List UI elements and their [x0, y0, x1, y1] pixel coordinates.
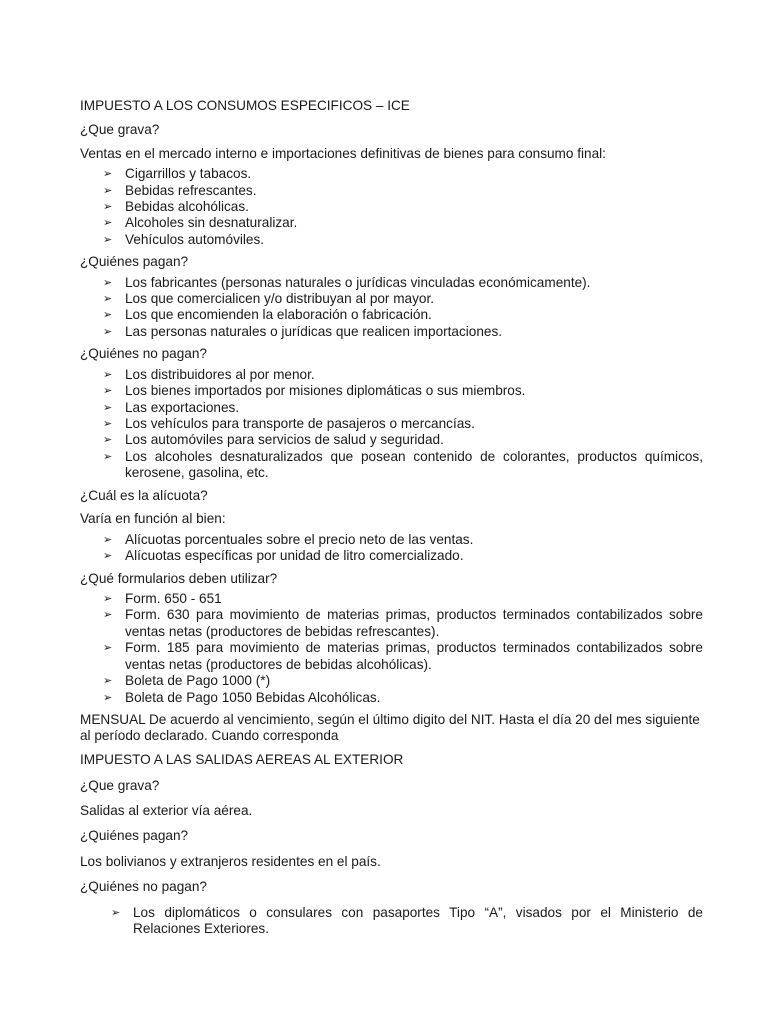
- list-item: ➢ Vehículos automóviles.: [125, 232, 703, 248]
- grava-list: [80, 166, 703, 248]
- list-item: ➢ Los bienes importados por misiones diplomáticas o sus miembros.: [125, 383, 703, 399]
- list-item: ➢ Form. 650 - 651: [125, 591, 703, 607]
- pagan-text: Los bolivianos y extranjeros residentes en el país.: [80, 853, 381, 869]
- list-item: ➢ Alícuotas específicas por unidad de litro comercializado.: [125, 548, 703, 564]
- list-item: ➢ Form. 630 para movimiento de materias primas, productos terminados contabilizados sobre ventas netas (productores de bebidas refrescantes).: [125, 607, 703, 640]
- question-quienes-no-pagan: ¿Quiénes no pagan?: [80, 879, 207, 895]
- list-item: ➢ Las personas naturales o jurídicas que realicen importaciones.: [125, 324, 703, 340]
- question-quienes-no-pagan: ¿Quiénes no pagan?: [80, 346, 207, 362]
- question-quienes-pagan: ¿Quiénes pagan?: [80, 254, 189, 270]
- document-page: [80, 98, 703, 943]
- list-item: ➢ Las exportaciones.: [125, 400, 703, 416]
- list-item: ➢ Alcoholes sin desnaturalizar.: [125, 215, 703, 231]
- grava-text: Salidas al exterior vía aérea.: [80, 803, 253, 819]
- question-quienes-pagan: ¿Quiénes pagan?: [80, 828, 189, 844]
- pagan-list: [80, 275, 703, 341]
- list-item: ➢ Alícuotas porcentuales sobre el precio neto de las ventas.: [125, 532, 703, 548]
- no-pagan-list: [80, 367, 703, 482]
- section-title-ice: IMPUESTO A LOS CONSUMOS ESPECIFICOS – ICE: [80, 98, 410, 113]
- question-formularios: ¿Qué formularios deben utilizar?: [80, 570, 278, 586]
- list-item: ➢ Los distribuidores al por menor.: [125, 367, 703, 383]
- list-item: ➢ Los que encomienden la elaboración o fabricación.: [125, 307, 703, 323]
- question-que-grava: ¿Que grava?: [80, 121, 160, 137]
- question-que-grava: ¿Que grava?: [80, 777, 160, 793]
- list-item: ➢ Form. 185 para movimiento de materias primas, productos terminados contabilizados sobre ventas netas (productores de bebidas alcohólicas).: [125, 640, 703, 673]
- alicuota-list: [80, 532, 703, 565]
- section-title-salidas: IMPUESTO A LAS SALIDAS AEREAS AL EXTERIOR: [80, 752, 404, 768]
- list-item: ➢ Boleta de Pago 1050 Bebidas Alcohólicas.: [125, 690, 703, 706]
- list-item: ➢ Bebidas alcohólicas.: [125, 199, 703, 215]
- list-item: ➢ Los diplomáticos o consulares con pasaportes Tipo “A”, visados por el Ministerio de Relaciones Exteriores.: [133, 905, 703, 938]
- formularios-list: [80, 591, 703, 706]
- alicuota-intro: Varía en función al bien:: [80, 511, 226, 527]
- question-alicuota: ¿Cuál es la alícuota?: [80, 487, 208, 503]
- list-item: ➢ Los fabricantes (personas naturales o jurídicas vinculadas económicamente).: [125, 275, 703, 291]
- list-item: ➢ Boleta de Pago 1000 (*): [125, 673, 703, 689]
- list-item: ➢ Los vehículos para transporte de pasajeros o mercancías.: [125, 416, 703, 432]
- list-item: ➢ Los que comercialicen y/o distribuyan al por mayor.: [125, 291, 703, 307]
- mensual-paragraph: MENSUAL De acuerdo al vencimiento, según el último digito del NIT. Hasta el día 20 del mes siguiente al período declarado. Cuando corresponda: [80, 711, 700, 744]
- list-item: ➢ Los alcoholes desnaturalizados que posean contenido de colorantes, productos químicos, kerosene, gasolina, etc.: [125, 449, 703, 482]
- grava-intro: Ventas en el mercado interno e importaciones definitivas de bienes para consumo final:: [80, 145, 606, 161]
- list-item: ➢ Los automóviles para servicios de salud y seguridad.: [125, 432, 703, 448]
- salidas-no-pagan-list: [80, 905, 703, 938]
- list-item: ➢ Bebidas refrescantes.: [125, 183, 703, 199]
- list-item: ➢ Cigarrillos y tabacos.: [125, 166, 703, 182]
